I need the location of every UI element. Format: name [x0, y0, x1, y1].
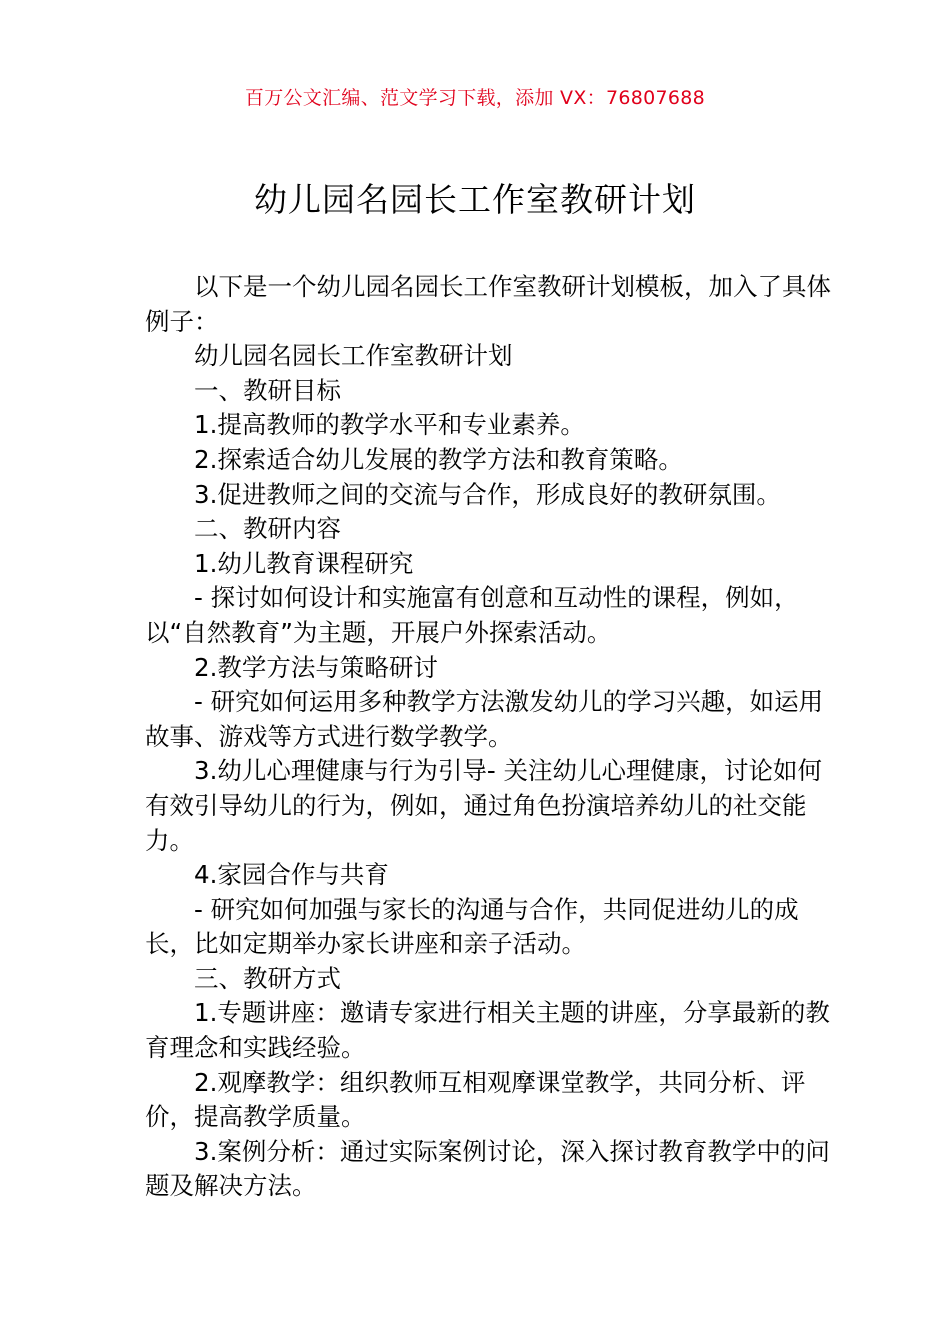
content-item-1-detail: - 探讨如何设计和实施富有创意和互动性的课程，例如，以“自然教育”为主题，开展户外探索活动。: [145, 583, 799, 647]
document-title: 幼儿园名园长工作室教研计划: [254, 180, 696, 219]
document-body: [145, 270, 835, 1204]
method-item-3: 3.案例分析：通过实际案例讨论，深入探讨教育教学中的问题及解决方法。: [145, 1136, 830, 1201]
content-item-4-title: 4.家园合作与共育: [194, 860, 389, 890]
content-item-3: 3.幼儿心理健康与行为引导- 关注幼儿心理健康，讨论如何有效引导幼儿的行为，例如，通过角色扮演培养幼儿的社交能力。: [145, 756, 823, 855]
plan-subtitle: 幼儿园名园长工作室教研计划: [194, 341, 513, 371]
intro-paragraph: 以下是一个幼儿园名园长工作室教研计划模板，加入了具体例子：: [145, 272, 831, 336]
content-item-2-title: 2.教学方法与策略研讨: [194, 652, 438, 682]
goal-item-1: 1.提高教师的教学水平和专业素养。: [194, 410, 585, 440]
content-item-2-detail: - 研究如何运用多种教学方法激发幼儿的学习兴趣，如运用故事、游戏等方式进行数学教学。: [145, 687, 824, 751]
goal-item-2: 2.探索适合幼儿发展的教学方法和教育策略。: [194, 444, 683, 474]
method-item-2: 2.观摩教学：组织教师互相观摩课堂教学，共同分析、评价，提高教学质量。: [145, 1067, 806, 1132]
content-item-1-title: 1.幼儿教育课程研究: [194, 548, 414, 578]
content-item-4-detail: - 研究如何加强与家长的沟通与合作，共同促进幼儿的成长，比如定期举办家长讲座和亲子活动。: [145, 894, 799, 959]
method-item-1: 1.专题讲座：邀请专家进行相关主题的讲座，分享最新的教育理念和实践经验。: [145, 998, 830, 1063]
header-watermark-note: 百万公文汇编、范文学习下载，添加 VX：76807688: [244, 87, 706, 109]
section-heading-content: 二、教研内容: [194, 514, 341, 544]
goal-item-3: 3.促进教师之间的交流与合作，形成良好的教研氛围。: [194, 479, 781, 509]
section-heading-methods: 三、教研方式: [194, 963, 341, 993]
section-heading-goals: 一、教研目标: [194, 375, 341, 405]
